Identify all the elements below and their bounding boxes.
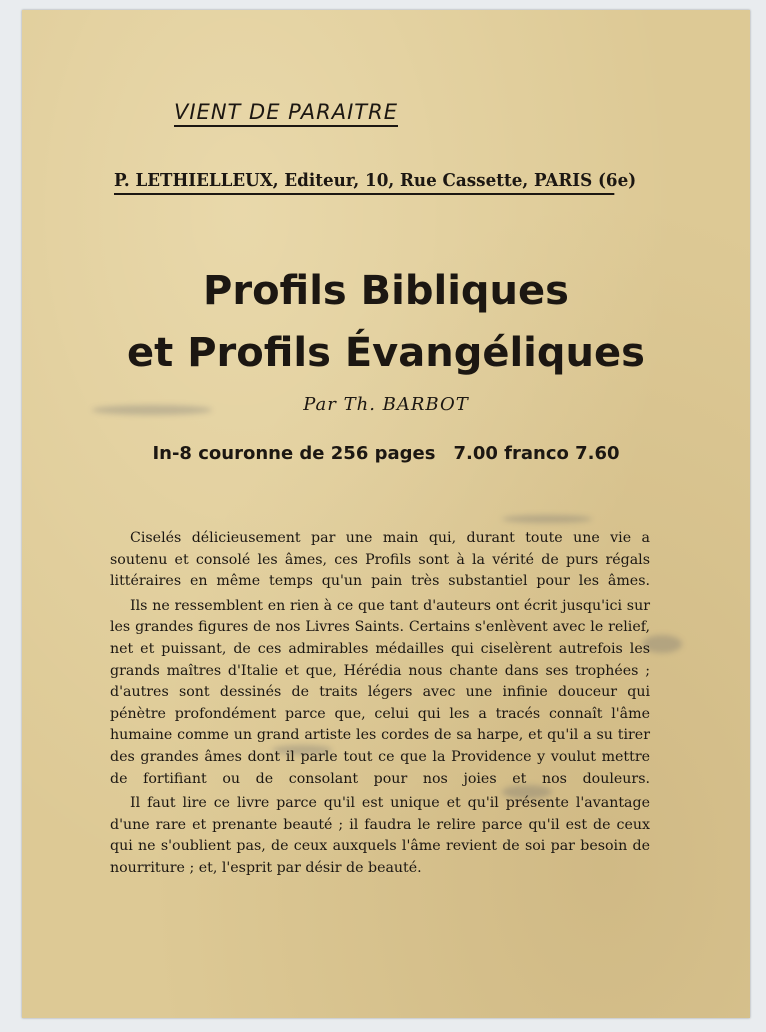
author-line: Par Th. BARBOT <box>303 394 469 415</box>
body-paragraph-2: Ils ne ressemblent en rien à ce que tant d'auteurs ont écrit jusqu'ici sur les grandes figures de nos Livres Saints. Certains s'enlèvent avec le relief, net et puissant, de ces admirables médailles qui ciselèrent autrefois les grands maîtres d'Italie et que, Hérédia nous chante dans ses trophées ; d'autres sont dessinés de traits légers avec une infinie douceur qui pénètre profondément parce que, celui qui les a tracés connaît l'âme humaine comme un grand artiste les cordes de sa harpe, et qu'il a su tirer des grandes âmes dont il parle tout ce que la Providence y voulut mettre de fortifiant ou de consolant pour nos joies et nos douleurs. <box>110 597 650 787</box>
price-text: 7.00 franco 7.60 <box>453 443 620 464</box>
publisher-line: P. LETHIELLEUX, Editeur, 10, Rue Cassette, PARIS (6e) <box>114 170 614 195</box>
book-title-line-2: et Profils Évangéliques <box>127 330 645 376</box>
format-description: In-8 couronne de 256 pages <box>152 443 436 464</box>
format-line <box>22 443 750 464</box>
announcement-heading: VIENT DE PARAITRE <box>174 100 398 127</box>
body-paragraph-1: Ciselés délicieusement par une main qui, durant toute une vie a soutenu et consolé les âmes, ces Profils sont à la vérité de purs régals littéraires en même temps qu'un pain très substantiel pour les âmes. <box>110 530 650 590</box>
ink-smudge <box>502 515 592 523</box>
body-paragraph-3: Il faut lire ce livre parce qu'il est unique et qu'il présente l'avantage d'une rare et prenante beauté ; il faudra le relire parce qu'il est de ceux qui ne s'oublient pas, de ceux auxquels l'âme revient de soi par besoin de nourriture ; et, l'esprit par désir de beauté. <box>110 795 650 876</box>
body-text <box>110 528 650 880</box>
document-page <box>22 10 750 1018</box>
book-title-line-1: Profils Bibliques <box>203 268 569 314</box>
